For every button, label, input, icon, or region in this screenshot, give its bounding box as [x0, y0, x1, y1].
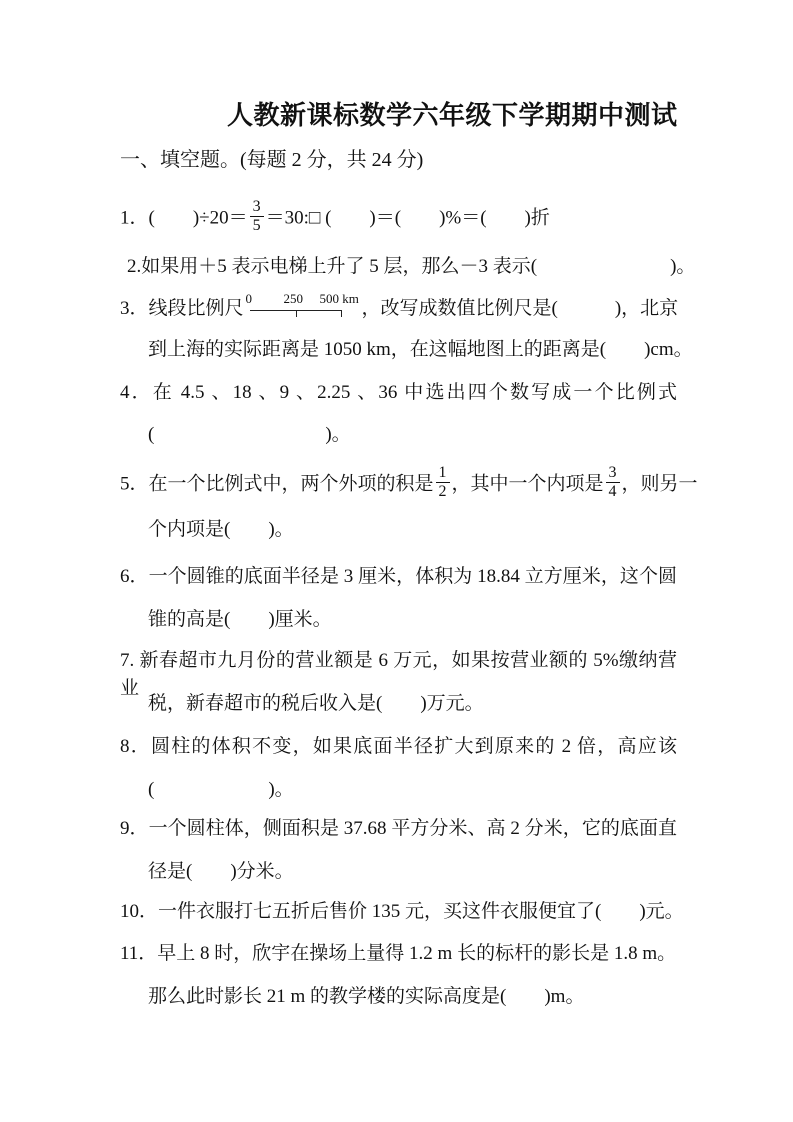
question-3-line-2: [148, 336, 693, 364]
question-6-text-line1: 6．一个圆锥的底面半径是 3 厘米，体积为 18.84 立方厘米，这个圆: [120, 566, 677, 587]
question-8-text-line1: 8．圆柱的体积不变，如果底面半径扩大到原来的 2 倍，高应该: [120, 736, 677, 757]
question-6-text-line2: 锥的高是( )厘米。: [148, 609, 332, 630]
question-4-text-line2: ( )。: [148, 424, 351, 445]
fraction-3-4: [606, 464, 620, 502]
question-10: [120, 898, 684, 926]
question-5-text-line2: 个内项是( )。: [148, 519, 294, 540]
question-9-line-1: [120, 815, 677, 843]
question-6-line-1: [120, 563, 677, 591]
fraction-denominator: 2: [438, 483, 447, 501]
question-1-text-post: ＝30:□ ( )＝( )%＝( )折: [265, 207, 550, 229]
question-3-text-post: ，改写成数值比例尺是( )，北京: [361, 298, 679, 319]
question-6-line-2: [148, 606, 332, 634]
question-11-text-line1: 11．早上 8 时，欣宇在操场上量得 1.2 m 长的标杆的影长是 1.8 m。: [120, 943, 677, 964]
ruler-label-250: 250: [283, 291, 304, 306]
question-5-line-1: [120, 466, 698, 504]
question-5-text-pre: 5．在一个比例式中，两个外项的积是: [120, 473, 434, 495]
question-2: [127, 253, 695, 281]
question-11-text-line2: 那么此时影长 21 m 的教学楼的实际高度是( )m。: [148, 986, 585, 1007]
question-9-line-2: [148, 858, 294, 886]
ruler-tick-mid: [296, 310, 298, 317]
question-2-text: 2.如果用＋5 表示电梯上升了 5 层，那么－3 表示( )。: [127, 256, 696, 277]
question-4-text-line1: 4．在 4.5 、18 、9 、2.25 、36 中选出四个数写成一个比例式: [120, 382, 677, 403]
fraction-denominator: 4: [608, 483, 617, 501]
fraction-numerator: 3: [250, 198, 264, 217]
question-1-text-pre: 1．( )÷20＝: [120, 207, 248, 229]
ruler-label-0: 0: [245, 291, 253, 306]
fraction-denominator: 5: [252, 217, 261, 235]
question-10-text: 10．一件衣服打七五折后售价 135 元，买这件衣服便宜了( )元。: [120, 901, 684, 922]
fraction-numerator: 1: [436, 464, 450, 483]
question-5-text-post: ，则另一: [621, 473, 698, 495]
question-3-text-pre: 3．线段比例尺: [120, 298, 244, 319]
scale-ruler: [244, 293, 362, 321]
question-5-text-mid: ，其中一个内项是: [451, 473, 604, 495]
question-9-text-line2: 径是( )分米。: [148, 861, 294, 882]
question-11-line-2: [148, 983, 584, 1011]
question-3-line-1: [120, 293, 678, 323]
question-5-line-2: [148, 516, 294, 544]
question-9-text-line1: 9．一个圆柱体，侧面积是 37.68 平方分米、高 2 分米，它的底面直: [120, 818, 677, 839]
question-4-line-1: [120, 379, 677, 407]
fraction-3-5: [250, 198, 264, 236]
question-4-line-2: [148, 421, 351, 449]
question-8-line-2: [148, 776, 294, 804]
fraction-1-2: [436, 464, 450, 502]
ruler-tick-end: [341, 310, 343, 317]
question-7-text-line1: 7. 新春超市九月份的营业额是 6 万元，如果按营业额的 5%缴纳营业: [120, 650, 677, 699]
question-1: [120, 200, 550, 238]
question-8-text-line2: ( )。: [148, 779, 294, 800]
fraction-numerator: 3: [606, 464, 620, 483]
page-title: 人教新课标数学六年级下学期期中测试: [227, 101, 678, 130]
question-8-line-1: [120, 733, 677, 761]
question-11-line-1: [120, 940, 676, 968]
question-3-text-line2: 到上海的实际距离是 1050 km，在这幅地图上的距离是( )cm。: [148, 339, 693, 360]
question-7-text-line2: 税，新春超市的税后收入是( )万元。: [148, 693, 484, 714]
section-heading: 一、填空题。(每题 2 分，共 24 分): [120, 149, 424, 171]
ruler-label-500km: 500 km: [319, 291, 359, 306]
question-7-line-2: [148, 690, 484, 718]
